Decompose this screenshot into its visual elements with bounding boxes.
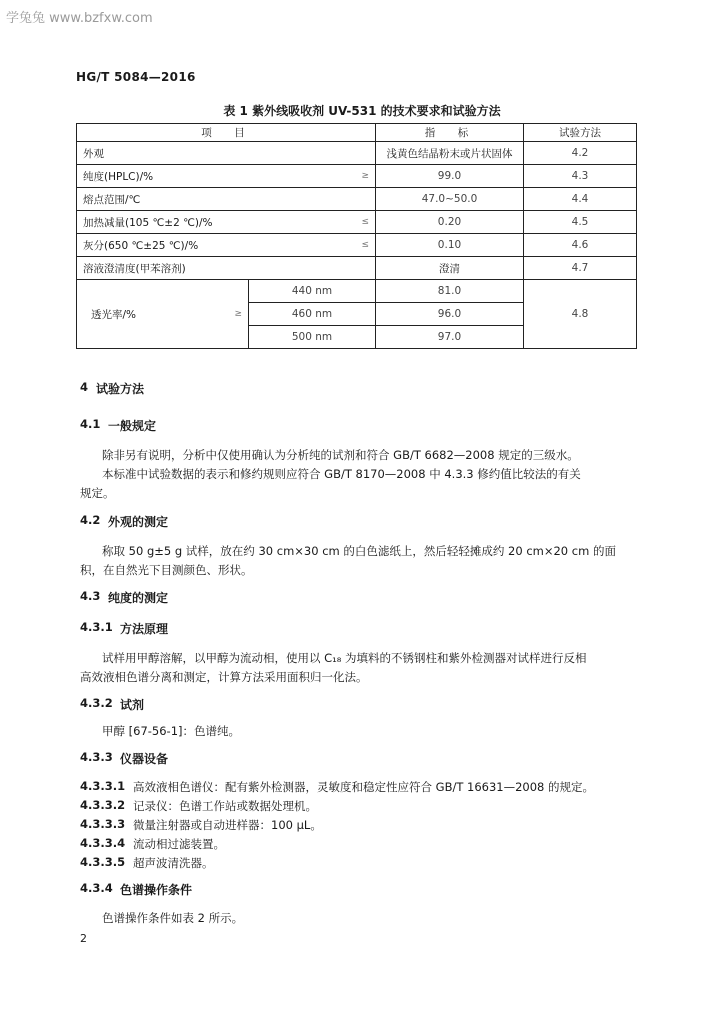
row-spec: 96.0 — [376, 303, 524, 326]
section-number: 4 — [80, 380, 89, 394]
paragraph: 高效液相色谱分离和测定，计算方法采用面积归一化法。 — [80, 670, 368, 684]
section-heading: 试验方法 — [96, 382, 145, 396]
header-spec: 指 标 — [376, 124, 524, 142]
watermark: 学兔兔 www.bzfxw.com — [6, 11, 153, 26]
table-row — [77, 188, 637, 211]
table-row — [77, 211, 637, 234]
clause-text: 超声波清洗器。 — [133, 856, 214, 870]
paragraph: 除非另有说明，分析中仅使用确认为分析纯的试剂和符合 GB/T 6682—2008 规定的三级水。 — [102, 448, 579, 462]
row-method: 4.4 — [524, 188, 637, 211]
row-condition: ≥ — [361, 171, 369, 181]
section-heading: 纯度的测定 — [108, 591, 169, 605]
row-method: 4.2 — [524, 142, 637, 165]
row-spec: 浅黄色结晶粉末或片状固体 — [376, 142, 524, 165]
section-heading: 试剂 — [120, 698, 145, 712]
spec-table — [76, 123, 637, 349]
clause-text: 微量注射器或自动进样器：100 μL。 — [133, 818, 322, 832]
row-item: 加热减量(105 ℃±2 ℃)/% ≤ — [77, 211, 376, 234]
paragraph: 甲醇 [67-56-1]：色谱纯。 — [102, 724, 241, 738]
section-number: 4.3.4 — [80, 881, 113, 895]
row-method: 4.8 — [524, 280, 637, 349]
clause-number: 4.3.3.4 — [80, 836, 126, 850]
table-row — [77, 257, 637, 280]
row-spec: 99.0 — [376, 165, 524, 188]
section-number: 4.2 — [80, 513, 101, 527]
row-method: 4.7 — [524, 257, 637, 280]
row-spec: 0.10 — [376, 234, 524, 257]
table-row — [77, 142, 637, 165]
row-item: 溶液澄清度(甲苯溶剂) — [77, 257, 376, 280]
table-row — [77, 165, 637, 188]
wavelength-cell: 440 nm — [249, 280, 376, 303]
section-heading: 色谱操作条件 — [120, 883, 193, 897]
row-item: 灰分(650 ℃±25 ℃)/% ≤ — [77, 234, 376, 257]
row-condition: ≤ — [361, 217, 369, 227]
table-header-row — [77, 124, 637, 142]
section-number: 4.3 — [80, 589, 101, 603]
row-spec: 澄清 — [376, 257, 524, 280]
wavelength-cell: 500 nm — [249, 326, 376, 349]
section-number: 4.1 — [80, 417, 101, 431]
paragraph: 本标准中试验数据的表示和修约规则应符合 GB/T 8170—2008 中 4.3.3 修约值比较法的有关 — [102, 467, 581, 481]
paragraph: 称取 50 g±5 g 试样，放在约 30 cm×30 cm 的白色滤纸上，然后轻轻摊成约 20 cm×20 cm 的面 — [102, 544, 616, 558]
row-spec: 81.0 — [376, 280, 524, 303]
row-spec: 47.0~50.0 — [376, 188, 524, 211]
section-heading: 一般规定 — [108, 419, 157, 433]
paragraph: 规定。 — [80, 486, 115, 500]
paragraph: 试样用甲醇溶解，以甲醇为流动相，使用以 C₁₈ 为填料的不锈钢柱和紫外检测器对试样进行反相 — [102, 651, 587, 665]
table-row — [77, 234, 637, 257]
row-condition: ≥ — [234, 309, 242, 319]
paragraph: 色谱操作条件如表 2 所示。 — [102, 911, 244, 925]
clause-text: 高效液相色谱仪：配有紫外检测器，灵敏度和稳定性应符合 GB/T 16631—2008 的规定。 — [133, 780, 595, 794]
row-condition: ≤ — [361, 240, 369, 250]
section-number: 4.3.1 — [80, 620, 113, 634]
section-heading: 仪器设备 — [120, 752, 169, 766]
section-number: 4.3.2 — [80, 696, 113, 710]
standard-id: HG/T 5084—2016 — [76, 70, 196, 84]
row-method: 4.3 — [524, 165, 637, 188]
header-method: 试验方法 — [524, 124, 637, 142]
clause-number: 4.3.3.5 — [80, 855, 126, 869]
table-caption: 表 1 紫外线吸收剂 UV-531 的技术要求和试验方法 — [223, 104, 501, 118]
wavelength-cell: 460 nm — [249, 303, 376, 326]
row-spec: 97.0 — [376, 326, 524, 349]
transmittance-item: 透光率/% ≥ — [77, 280, 249, 349]
clause-number: 4.3.3.3 — [80, 817, 126, 831]
section-heading: 外观的测定 — [108, 515, 169, 529]
section-heading: 方法原理 — [120, 622, 169, 636]
row-item: 外观 — [77, 142, 376, 165]
header-item: 项 目 — [77, 124, 376, 142]
row-method: 4.5 — [524, 211, 637, 234]
row-method: 4.6 — [524, 234, 637, 257]
clause-text: 流动相过滤装置。 — [133, 837, 225, 851]
clause-number: 4.3.3.1 — [80, 779, 126, 793]
table-row — [77, 280, 637, 303]
row-item: 熔点范围/℃ — [77, 188, 376, 211]
clause-text: 记录仪：色谱工作站或数据处理机。 — [133, 799, 317, 813]
row-spec: 0.20 — [376, 211, 524, 234]
clause-number: 4.3.3.2 — [80, 798, 126, 812]
page-number: 2 — [80, 932, 87, 945]
row-item: 纯度(HPLC)/% ≥ — [77, 165, 376, 188]
section-number: 4.3.3 — [80, 750, 113, 764]
paragraph: 积，在自然光下目测颜色、形状。 — [80, 563, 253, 577]
